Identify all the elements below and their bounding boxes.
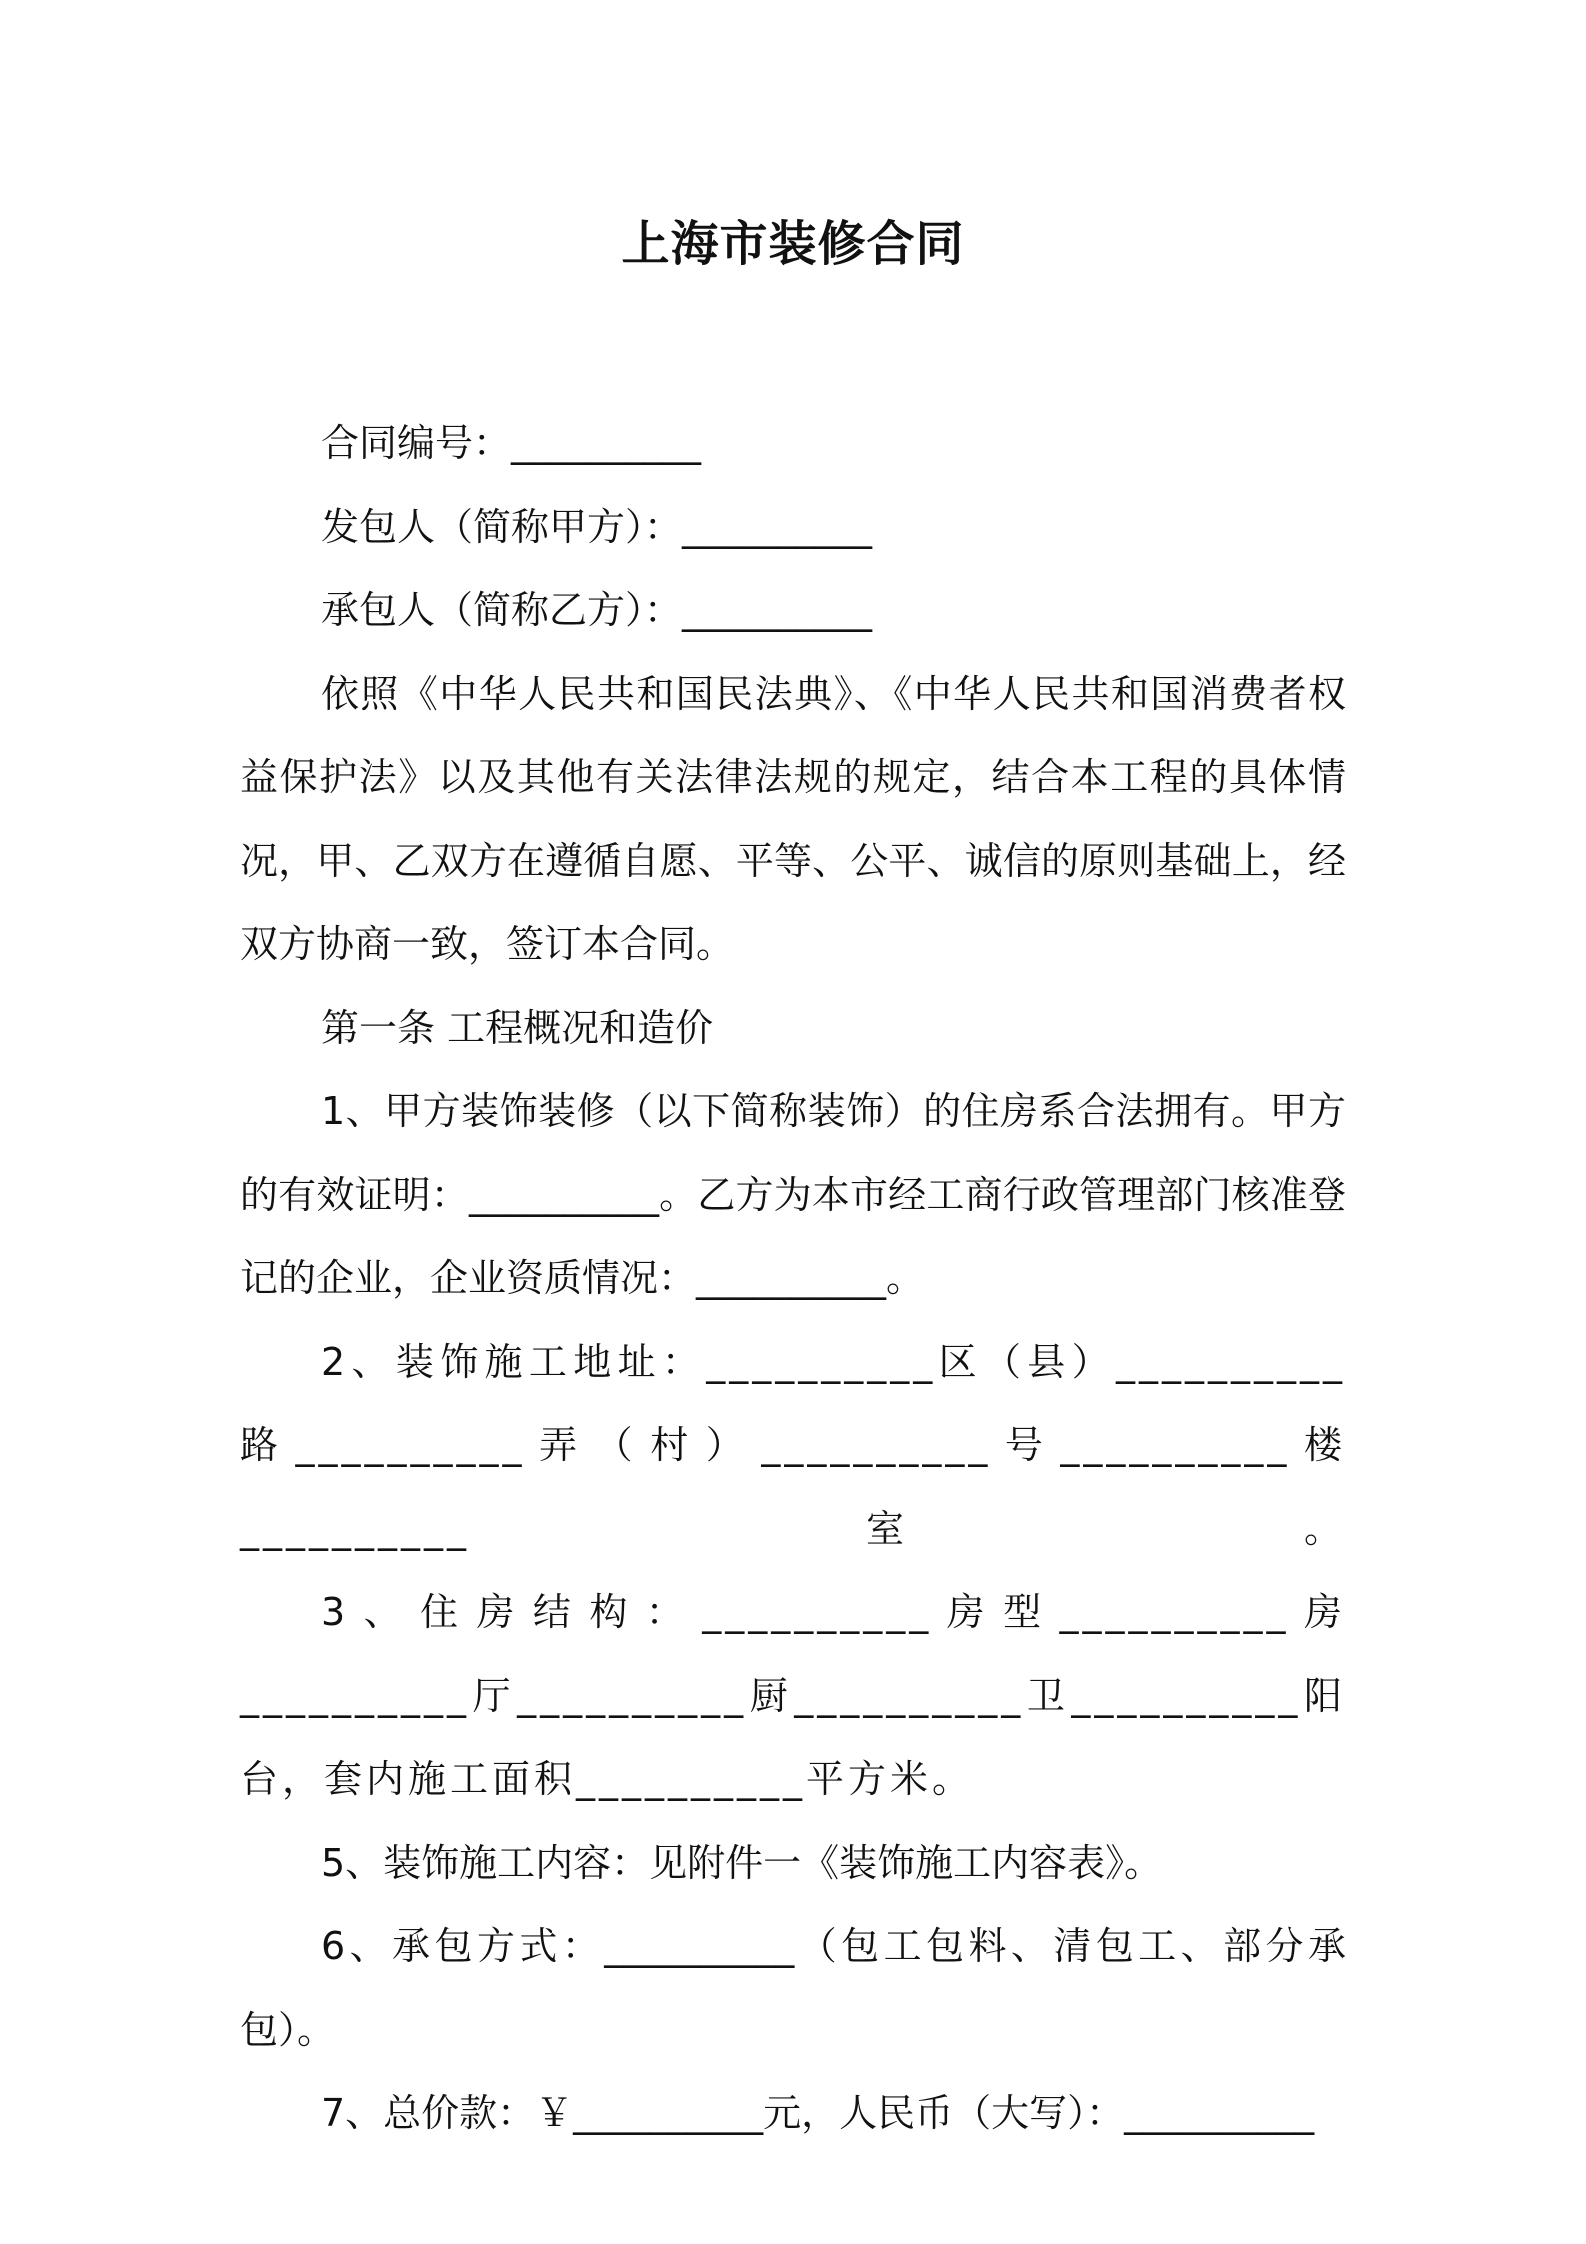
document-title: 上海市装修合同 xyxy=(621,216,965,272)
clause-2-address: 2、装饰施工地址：__________区（县）__________路__________弄（村）__________号__________楼__________室。 xyxy=(240,1339,1346,1551)
party-b-line: 承包人（简称乙方）：__________ xyxy=(321,588,873,632)
clause-7-total-price: 7、总价款：￥__________元，人民币（大写）：__________ xyxy=(321,2091,1315,2135)
clause-5-content: 5、装饰施工内容：见附件一《装饰施工内容表》。 xyxy=(321,1840,1163,1885)
article-one-heading: 第一条 工程概况和造价 xyxy=(321,1005,714,1050)
preamble-paragraph: 依照《中华人民共和国民法典》、《中华人民共和国消费者权益保护法》以及其他有关法律法规的规定，结合本工程的具体情况，甲、乙双方在遵循自愿、平等、公平、诚信的原则基础上，经双方协商一致，签订本合同。 xyxy=(240,671,1346,966)
clause-6-contract-mode: 6、承包方式：__________（包工包料、清包工、部分承包）。 xyxy=(240,1924,1346,2052)
clause-3-structure: 3、住房结构：__________房型__________房__________厅__________厨__________卫__________阳台，套内施工面积__________平方米。 xyxy=(240,1590,1346,1801)
contract-body xyxy=(240,402,1346,2156)
contract-number-line: 合同编号：__________ xyxy=(321,421,702,465)
clause-1-ownership: 1、甲方装饰装修（以下简称装饰）的住房系合法拥有。甲方的有效证明：__________。乙方为本市经工商行政管理部门核准登记的企业，企业资质情况：__________。 xyxy=(240,1089,1346,1300)
party-a-line: 发包人（简称甲方）：__________ xyxy=(321,504,873,549)
